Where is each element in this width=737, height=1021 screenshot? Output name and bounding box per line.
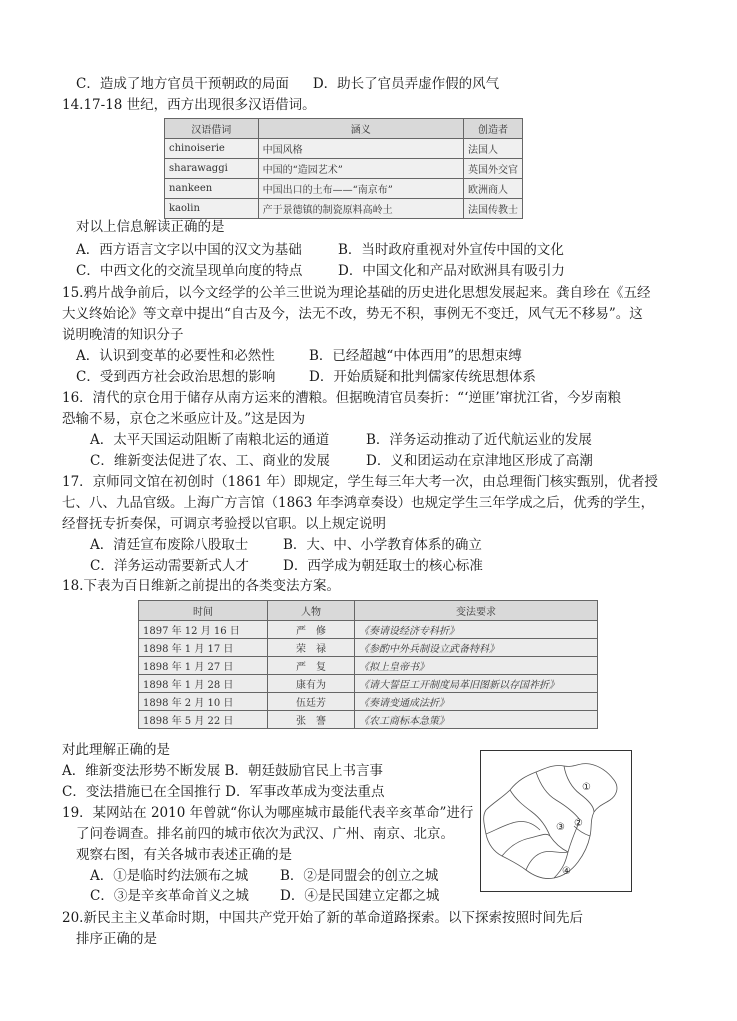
q19-options-row-1 <box>90 866 438 886</box>
q14-question: 对以上信息解读正确的是 <box>76 219 225 235</box>
q14-options-row-2 <box>76 261 565 281</box>
table-cell: 康有为 <box>268 675 355 693</box>
table-cell: sharawaggi <box>165 159 259 179</box>
table-cell: 中国的“造园艺术” <box>258 159 463 179</box>
table-row <box>165 159 523 179</box>
table-cell: 英国外交官 <box>464 159 523 179</box>
q14-options-row-1 <box>76 240 564 260</box>
q14-stem: 14.17-18 世纪，西方出现很多汉语借词。 <box>62 97 316 113</box>
map-marker-4: ④ <box>562 866 571 877</box>
header-cell: 人物 <box>268 601 355 621</box>
q20-stem-line-1: 20.新民主主义革命时期，中国共产党开始了新的革命道路探索。以下探索按照时间先后 <box>62 910 583 926</box>
table-cell: 1898 年 1 月 28 日 <box>139 675 268 693</box>
q19-option-b: B．②是同盟会的创立之城 <box>280 868 439 884</box>
table-cell: 严 复 <box>268 657 355 675</box>
q13-option-d: D．助长了官员弄虚作假的风气 <box>312 76 500 92</box>
q15-option-c: C．受到西方社会政治思想的影响 <box>76 369 276 385</box>
q17-option-b: B．大、中、小学教育体系的确立 <box>283 537 482 553</box>
q18-options-row-2: C．变法措施已在全国推行 D．军事改革成为变法重点 <box>62 784 385 800</box>
q14-option-c: C．中西文化的交流呈现单向度的特点 <box>76 263 303 279</box>
table-cell: 1898 年 1 月 27 日 <box>139 657 268 675</box>
q19-option-c: C．③是辛亥革命首义之城 <box>90 888 249 904</box>
table-cell: 1898 年 2 月 10 日 <box>139 693 268 711</box>
table-cell: 《农工商标本急策》 <box>355 711 598 729</box>
q14-option-b: B．当时政府重视对外宣传中国的文化 <box>338 242 564 258</box>
q17-stem-line-3: 经督抚专折奏保，可调京考验授以官职。以上规定说明 <box>62 516 386 532</box>
table-cell: 1898 年 5 月 22 日 <box>139 711 268 729</box>
china-map-figure <box>480 750 632 892</box>
q16-option-b: B．洋务运动推动了近代航运业的发展 <box>366 432 592 448</box>
q15-stem-line-3: 说明晚清的知识分子 <box>62 327 184 343</box>
table-row <box>139 693 598 711</box>
q17-stem-line-2: 七、八、九品官级。上海广方言馆（1863 年李鸿章奏设）也规定学生三年学成之后，优秀的学生， <box>62 495 655 511</box>
table-row <box>165 139 523 159</box>
q13-option-c: C．造成了地方官员干预朝政的局面 <box>76 76 289 92</box>
table-row <box>139 675 598 693</box>
q16-options-row-1 <box>90 430 592 450</box>
table-header-row <box>165 119 523 139</box>
table-row <box>165 199 523 219</box>
table-cell: 1897 年 12 月 16 日 <box>139 621 268 639</box>
table-cell: 《奏请变通成法折》 <box>355 693 598 711</box>
header-cell: 变法要求 <box>355 601 598 621</box>
q18-reform-proposals-table <box>138 600 598 729</box>
table-header-row <box>139 601 598 621</box>
table-cell: 张 謇 <box>268 711 355 729</box>
table-cell: 欧洲商人 <box>464 179 523 199</box>
table-cell: 《拟上皇帝书》 <box>355 657 598 675</box>
header-cell: 涵义 <box>258 119 463 139</box>
q15-option-d: D．开始质疑和批判儒家传统思想体系 <box>309 369 536 385</box>
map-frame <box>481 751 632 892</box>
q17-stem-line-1: 17．京师同文馆在初创时（1861 年）即规定，学生每三年大考一次，由总理衙门核实甄别，优者授 <box>62 474 658 490</box>
table-cell: 严 修 <box>268 621 355 639</box>
q18-options-row-1: A．维新变法形势不断发展 B．朝廷鼓励官民上书言事 <box>62 763 383 779</box>
q19-stem-line-3: 观察右图，有关各城市表述正确的是 <box>76 847 292 863</box>
table-cell: 中国出口的土布——“南京布” <box>258 179 463 199</box>
table-cell: 法国人 <box>464 139 523 159</box>
q15-option-b: B．已经超越“中体西用”的思想束缚 <box>309 348 522 364</box>
q13-options-row <box>76 74 499 94</box>
q18-stem: 18.下表为百日维新之前提出的各类变法方案。 <box>62 578 340 594</box>
table-cell: kaolin <box>165 199 259 219</box>
q16-option-d: D．义和团运动在京津地区形成了高潮 <box>366 453 593 469</box>
table-cell: 《参酌中外兵制设立武备特科》 <box>355 639 598 657</box>
header-cell: 创造者 <box>464 119 523 139</box>
table-cell: 产于景德镇的制瓷原料高岭土 <box>258 199 463 219</box>
header-cell: 时间 <box>139 601 268 621</box>
q20-stem-line-2: 排序正确的是 <box>76 931 157 947</box>
table-row <box>139 711 598 729</box>
table-cell: 荣 禄 <box>268 639 355 657</box>
q17-option-c: C．洋务运动需要新式人才 <box>90 558 249 574</box>
table-row <box>139 621 598 639</box>
q15-option-a: A．认识到变革的必要性和必然性 <box>76 348 275 364</box>
map-marker-1: ① <box>582 782 591 793</box>
q17-option-d: D．西学成为朝廷取士的核心标准 <box>283 558 483 574</box>
table-cell: 《请大誓臣工开制度局革旧图新以存国祚折》 <box>355 675 598 693</box>
q17-option-a: A．清廷宣布废除八股取士 <box>90 537 249 553</box>
table-row <box>165 179 523 199</box>
q16-option-a: A．太平天国运动阻断了南粮北运的通道 <box>90 432 330 448</box>
q19-options-row-2 <box>90 886 439 906</box>
q15-options-row-1 <box>76 346 522 366</box>
table-cell: nankeen <box>165 179 259 199</box>
q15-stem-line-2: 大义终始论》等文章中提出“自古及今，法无不改，势无不积，事例无不变迁，风气无不移易”。这 <box>62 306 643 322</box>
table-row <box>139 639 598 657</box>
q18-question: 对此理解正确的是 <box>62 742 170 758</box>
header-cell: 汉语借词 <box>165 119 259 139</box>
q16-option-c: C．维新变法促进了农、工、商业的发展 <box>90 453 330 469</box>
q14-option-d: D．中国文化和产品对欧洲具有吸引力 <box>338 263 565 279</box>
q17-options-row-1 <box>90 535 482 555</box>
q16-options-row-2 <box>90 451 593 471</box>
q15-stem-line-1: 15.鸦片战争前后，以今文经学的公羊三世说为理论基础的历史进化思想发展起来。龚自珍在《五经 <box>62 285 651 301</box>
table-cell: 法国传教士 <box>464 199 523 219</box>
q16-stem-line-1: 16．清代的京仓用于储存从南方运来的漕粮。但据晚清官员奏折：“‘逆匪’窜扰江省，今岁南粮 <box>62 390 622 406</box>
table-cell: 伍廷芳 <box>268 693 355 711</box>
map-marker-2: ② <box>574 818 583 829</box>
table-cell: 1898 年 1 月 17 日 <box>139 639 268 657</box>
q19-option-a: A．①是临时约法颁布之城 <box>90 868 249 884</box>
q16-stem-line-2: 恐输不易，京仓之米亟应计及。”这是因为 <box>62 411 306 427</box>
q14-option-a: A．西方语言文字以中国的汉文为基础 <box>76 242 302 258</box>
table-row <box>139 657 598 675</box>
q15-options-row-2 <box>76 367 536 387</box>
table-cell: chinoiserie <box>165 139 259 159</box>
table-cell: 中国风格 <box>258 139 463 159</box>
q17-options-row-2 <box>90 556 483 576</box>
map-marker-3: ③ <box>556 822 565 833</box>
q19-stem-line-2: 了问卷调查。排名前四的城市依次为武汉、广州、南京、北京。 <box>76 826 454 842</box>
q19-option-d: D．④是民国建立定都之城 <box>280 888 440 904</box>
q14-loanword-table <box>164 118 523 219</box>
q19-stem-line-1: 19．某网站在 2010 年曾就“你认为哪座城市最能代表辛亥革命”进行 <box>62 805 474 821</box>
table-cell: 《奏请设经济专科折》 <box>355 621 598 639</box>
